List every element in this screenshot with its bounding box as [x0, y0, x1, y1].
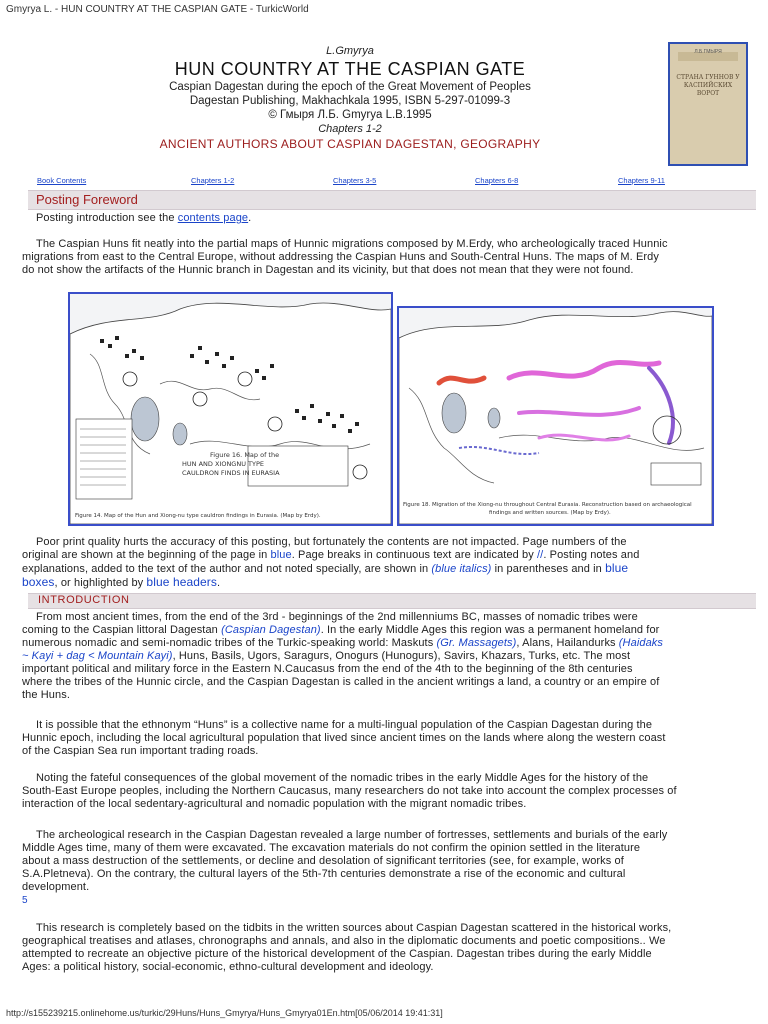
blue-boxes-sample: blue [605, 561, 629, 575]
map-inner-caption-2: HUN AND XIONGNU TYPE [182, 460, 264, 468]
publisher-line: Dagestan Publishing, Makhachkala 1995, ISBN 5-297-01099-3 [189, 95, 511, 107]
right-map-caption-2: findings and written sources. (Map by Erdy). [489, 510, 611, 516]
nav-chapters-6-8[interactable]: Chapters 6-8 [475, 176, 519, 185]
nav-chapters-3-5[interactable]: Chapters 3-5 [333, 176, 377, 185]
nav-chapters-9-11[interactable]: Chapters 9-11 [618, 176, 665, 185]
page-break-sample: // [537, 549, 544, 561]
posting-foreword-title: Posting Foreword [36, 192, 138, 207]
introduction-title: INTRODUCTION [38, 594, 130, 606]
xiongnu-migration-map [397, 306, 714, 526]
cover-author: Л.Б.ГМЫРЯ [694, 49, 722, 55]
left-map-caption: Figure 14. Map of the Hun and Xiong-nu type cauldron findings in Eurasia. (Map by Erdy). [75, 513, 321, 519]
blue-sample: blue [270, 549, 292, 561]
intro-paragraph-5: This research is completely based on the tidbits in the written sources about Caspian Dagestan scattered in the historical works, geographical treatises and atlases, chronographs and annals, and also in the diplomatic documents and poetic compositions.. We attempted to recreate an objective picture of the historical development of the Caspian. Dagestan tribes during the early Middle Ages: a political history, social-economic, ethno-cultural development and ideology. [22, 922, 672, 973]
nav-chapters-1-2[interactable]: Chapters 1-2 [191, 176, 235, 185]
right-map-caption-1: Figure 18. Migration of the Xiong-nu throughout Central Eurasia. Reconstruction based on archaeological [403, 502, 692, 508]
hun-cauldron-map [68, 292, 393, 526]
subtitle: Caspian Dagestan during the epoch of the Great Movement of Peoples [169, 81, 531, 93]
page-number: 5 [22, 895, 28, 906]
contents-page-link[interactable]: contents page [177, 212, 249, 224]
posting-notes: Poor print quality hurts the accuracy of this posting, but fortunately the contents are not impacted. Page numbers of the original are shown at the beginning of the page in blue. Page breaks in continuous text are indicated by //. Posting notes and explanations, added to the text of the author and not noted specially, are shown in (blue italics) in parentheses and in blue boxes, or highlighted by blue headers. [22, 536, 640, 589]
print-footer-url: http://s155239215.onlinehome.us/turkic/29Huns/Huns_Gmyrya/Huns_Gmyrya01En.htm[05/06/2014 19:41:31] [6, 1008, 443, 1018]
print-header: Gmyrya L. - HUN COUNTRY AT THE CASPIAN GATE - TurkicWorld [6, 4, 309, 15]
map-inner-caption-1: Figure 16. Map of the [210, 451, 280, 459]
map-inner-caption-3: CAULDRON FINDS IN EURASIA [182, 469, 280, 477]
page-title: HUN COUNTRY AT THE CASPIAN GATE [174, 59, 526, 79]
blue-italics-sample: (blue italics) [431, 563, 492, 575]
chapter-nav [0, 176, 768, 188]
introduction-header [28, 593, 756, 609]
book-cover-image [668, 42, 748, 166]
blue-headers-sample: blue headers [146, 575, 218, 589]
intro-paragraph-1: From most ancient times, from the end of the 3rd - beginnings of the 2nd millenniums BC, masses of nomadic tribes were coming to the Caspian littoral Dagestan (Caspian Dagestan). In the early Middle Ages this region was a permanent homeland for numerous nomadic and semi-nomadic tribes of the Turkic-speaking world: Maskuts (Gr. Massagets), Alans, Hailandurks (Haidaks ~ Kayi + dag < Mountain Kayi), Huns, Basils, Ugors, Saragurs, Onogurs (Hunogurs), Savirs, Khazars, Turks, etc. The most important political and military force in the Eastern N.Caucasus from the end of the 4th to the beginning of the 8th centuries where the tribes of the Hunnic circle, and the Caspian Dagestan is called in the ancient writings a land, a country or an empire of the Huns. [22, 611, 664, 701]
title-block [0, 44, 700, 152]
migration-map-drawing [399, 308, 712, 524]
author-name: L.Gmyrya [326, 45, 374, 57]
chapters-label: Chapters 1-2 [318, 123, 382, 135]
cover-title: СТРАНА ГУННОВ У КАСПИЙСКИХ ВОРОТ [676, 74, 740, 97]
intro-paragraph-3: Noting the fateful consequences of the global movement of the nomadic tribes in the early Middle Ages for the history of the South-East Europe peoples, including the Northern Caucasus, many researchers do not take into account the complex processes of interaction of the local sedentary-agricultural and nomadic population with the migrant nomadic tribes. [22, 772, 677, 810]
cauldron-map-drawing [70, 294, 391, 524]
copyright-line: © Гмыря Л.Б. Gmyrya L.B.1995 [268, 109, 432, 121]
section-title: ANCIENT AUTHORS ABOUT CASPIAN DAGESTAN, GEOGRAPHY [159, 137, 541, 151]
posting-foreword-header [28, 190, 756, 210]
intro-paragraph-4: The archeological research in the Caspian Dagestan revealed a large number of fortresses, settlements and burials of the early Middle Ages time, many of them were excavated. The excavation materials do not confirm the opinion settled in the literature about a mass destruction of the settlements, or decline and desolation of significant territories (see, for example, works of S.A.Pletneva). On the contrary, the cultural layers of the 5th-7th centuries demonstrate a rise of the economic and cultural development. [22, 829, 668, 893]
posting-paragraph-1: The Caspian Huns fit neatly into the partial maps of Hunnic migrations composed by M.Erdy, who archeologically traced Hunnic migrations from east to the Central Europe, without addressing the Caspian Huns and South-Central Huns. The maps of M. Erdy do not show the artifacts of the Hunnic branch in Dagestan and its vicinity, but that does not mean that they were not found. [22, 238, 668, 276]
nav-book-contents[interactable]: Book Contents [37, 176, 87, 185]
intro-paragraph-2: It is possible that the ethnonym “Huns” is a collective name for a multi-lingual population of the Caspian Dagestan during the Hunnic epoch, including the local agricultural population that lived since ancient times on the lands where along the western coast of the Caspian Sea run important trading roads. [22, 719, 666, 757]
posting-intro: Posting introduction see the contents page. [36, 212, 252, 224]
